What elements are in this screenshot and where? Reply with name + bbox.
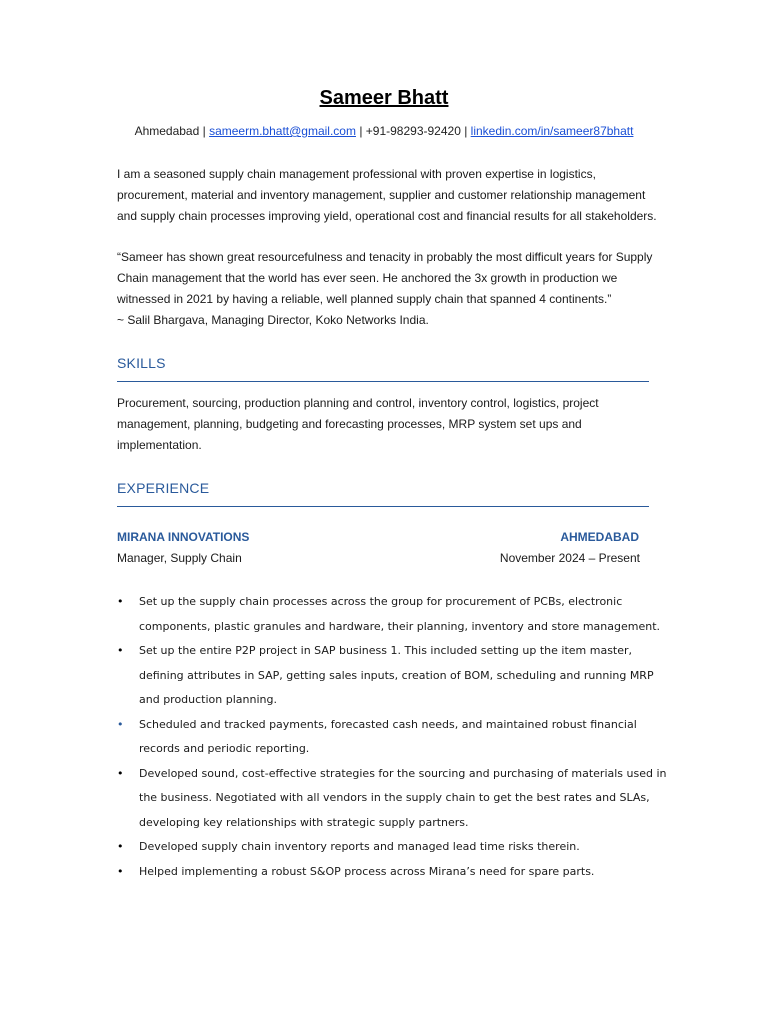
list-item (117, 713, 657, 762)
summary-paragraph (117, 164, 657, 227)
responsibilities-list (117, 590, 667, 884)
list-item (117, 590, 661, 639)
skills-paragraph (117, 393, 657, 456)
skills-line: implementation. (117, 438, 202, 452)
list-item-line: Set up the entire P2P project in SAP business 1. This included setting up the item master, (139, 644, 633, 657)
list-item-line: Scheduled and tracked payments, forecasted cash needs, and maintained robust financial (139, 717, 637, 731)
list-item (117, 860, 657, 885)
bullet-icon: • (117, 864, 124, 878)
testimonial-line: Chain management that the world has ever seen. He anchored the 3x growth in production we (117, 271, 618, 285)
testimonial-attribution: ~ Salil Bhargava, Managing Director, Koko Networks India. (117, 313, 429, 327)
separator: | (355, 124, 366, 138)
candidate-name: Sameer Bhatt (319, 87, 449, 109)
skills-divider (117, 381, 649, 382)
skills-line: Procurement, sourcing, production planning and control, inventory control, logistics, project (117, 396, 599, 410)
separator: | (199, 124, 210, 138)
list-item-line: records and periodic reporting. (139, 742, 310, 755)
bullet-icon: • (117, 766, 124, 780)
experience-divider (117, 506, 649, 507)
summary-line: I am a seasoned supply chain management professional with proven expertise in logistics, (117, 167, 596, 181)
bullet-icon: • (117, 595, 124, 608)
contact-line (0, 124, 768, 138)
experience-heading: EXPERIENCE (117, 480, 210, 496)
summary-line: procurement, material and inventory management, supplier and customer relationship management (117, 188, 646, 202)
job-location: AHMEDABAD (560, 530, 639, 544)
testimonial-paragraph (117, 247, 657, 331)
separator: | (460, 124, 471, 138)
phone-text: +91-98293-92420 (365, 124, 461, 138)
list-item (117, 835, 657, 860)
list-item-line: the business. Negotiated with all vendors in the supply chain to get the best rates and SLAs, (139, 791, 650, 804)
testimonial-line: “Sameer has shown great resourcefulness and tenacity in probably the most difficult years for Supply (117, 250, 653, 264)
list-item-line: Developed sound, cost-effective strategies for the sourcing and purchasing of materials used in (139, 766, 667, 780)
testimonial-line: witnessed in 2021 by having a reliable, well planned supply chain that spanned 4 continents.” (117, 292, 612, 306)
company-name: MIRANA INNOVATIONS (117, 530, 250, 544)
city-text: Ahmedabad (134, 124, 200, 138)
bullet-icon: • (117, 717, 124, 731)
job-dates: November 2024 – Present (499, 551, 640, 565)
skills-heading: SKILLS (117, 355, 166, 371)
list-item-line: defining attributes in SAP, getting sales inputs, creation of BOM, scheduling and running MRP (139, 668, 654, 682)
list-item-line: Developed supply chain inventory reports and managed lead time risks therein. (139, 840, 580, 853)
list-item-line: developing key relationships with strategic supply partners. (139, 815, 469, 829)
list-item (117, 762, 667, 836)
list-item-line: components, plastic granules and hardware, their planning, inventory and store management. (139, 619, 661, 633)
bullet-icon: • (117, 840, 124, 853)
bullet-icon: • (117, 644, 124, 657)
list-item-line: Set up the supply chain processes across the group for procurement of PCBs, electronic (139, 595, 623, 608)
email-link[interactable]: sameerm.bhatt@gmail.com (209, 124, 356, 138)
job-title: Manager, Supply Chain (117, 551, 242, 565)
list-item-line: Helped implementing a robust S&OP process across Mirana’s need for spare parts. (139, 864, 595, 878)
summary-line: and supply chain processes improving yield, operational cost and financial results for all stakeholders. (117, 209, 657, 223)
linkedin-link[interactable]: linkedin.com/in/sameer87bhatt (470, 124, 634, 138)
list-item-line: and production planning. (139, 693, 277, 706)
list-item (117, 639, 657, 713)
skills-line: management, planning, budgeting and forecasting processes, MRP system set ups and (117, 417, 582, 431)
